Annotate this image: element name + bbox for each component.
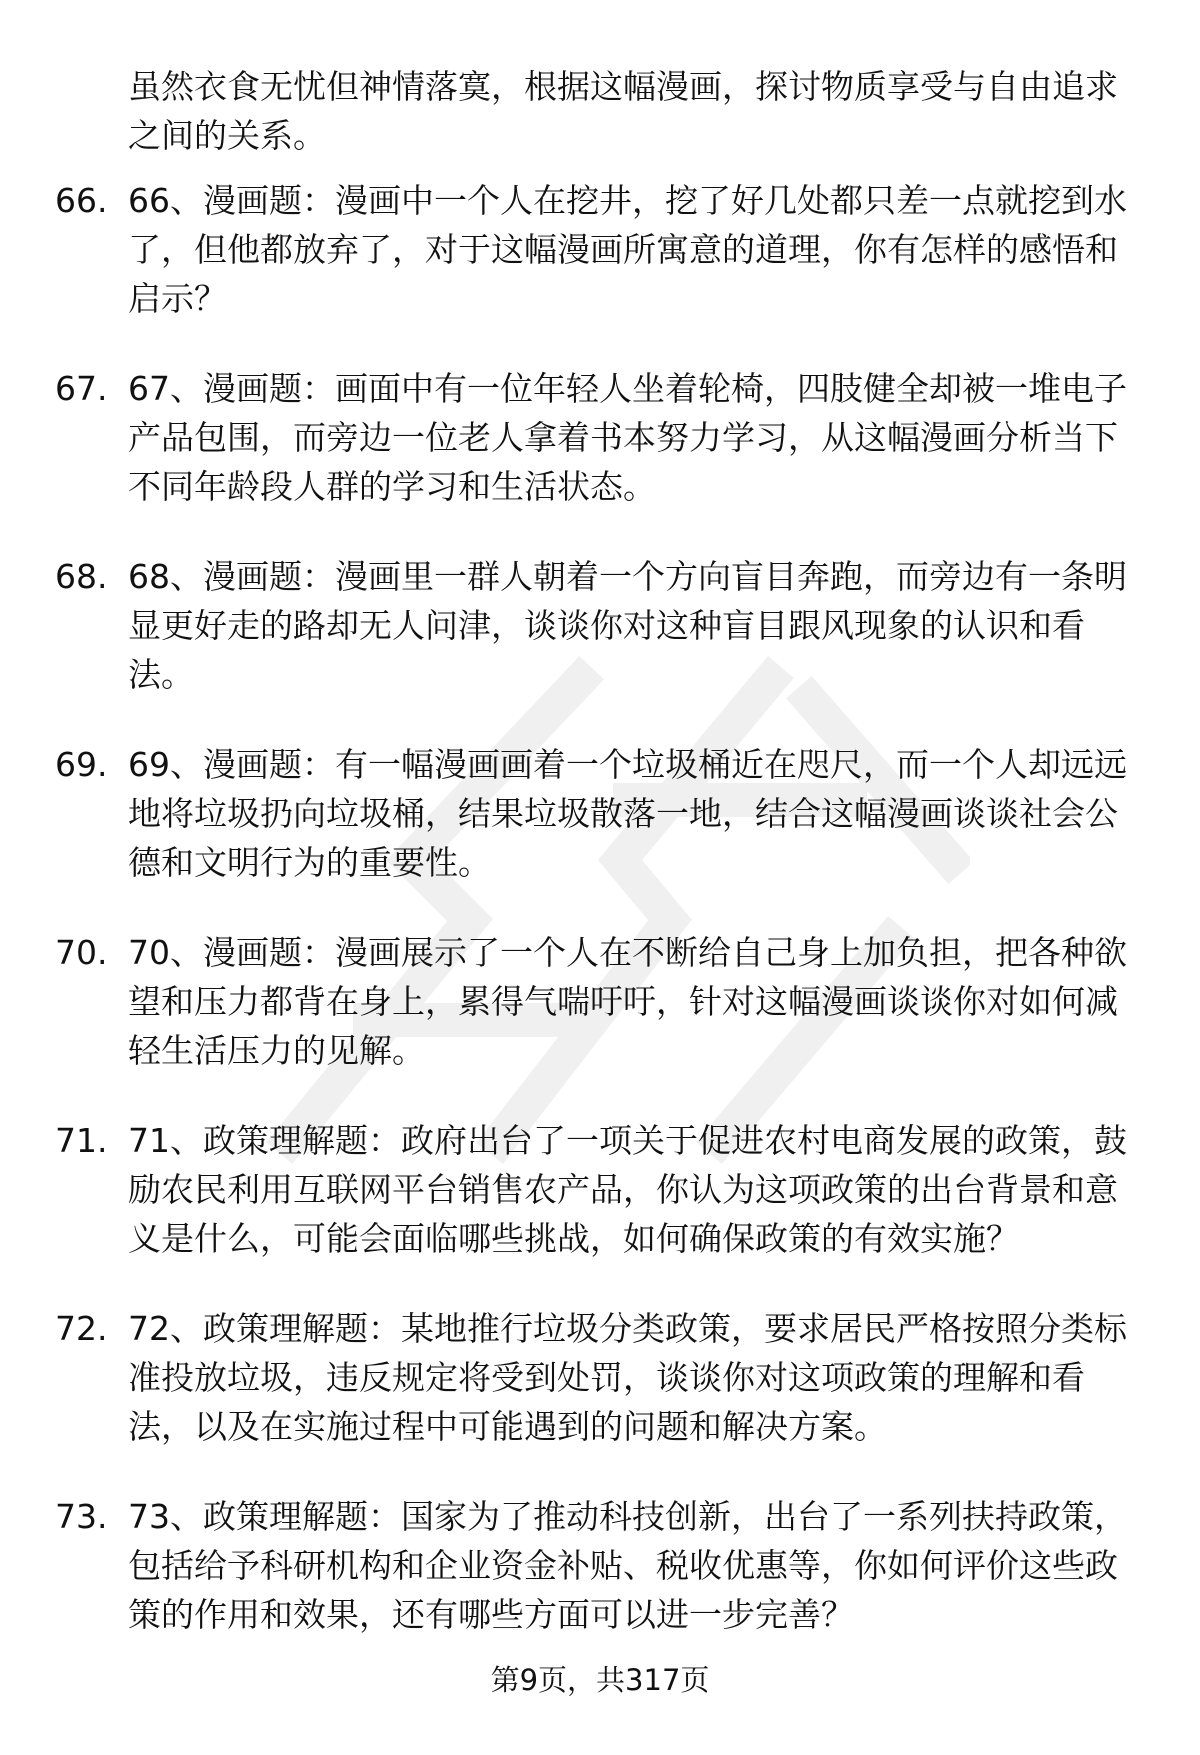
question-number: 67.	[55, 369, 108, 408]
question-text: 68、漫画题：漫画里一群人朝着一个方向盲目奔跑，而旁边有一条明显更好走的路却无人问津，谈谈你对这种盲目跟风现象的认识和看法。	[128, 557, 1127, 694]
question-number: 71.	[55, 1121, 108, 1160]
question-text: 69、漫画题：有一幅漫画画着一个垃圾桶近在咫尺，而一个人却远远地将垃圾扔向垃圾桶，结果垃圾散落一地，结合这幅漫画谈谈社会公德和文明行为的重要性。	[128, 745, 1127, 882]
question-text: 70、漫画题：漫画展示了一个人在不断给自己身上加负担，把各种欲望和压力都背在身上，累得气喘吁吁，针对这幅漫画谈谈你对如何减轻生活压力的见解。	[128, 933, 1127, 1070]
question-text: 71、政策理解题：政府出台了一项关于促进农村电商发展的政策，鼓励农民利用互联网平台销售农产品，你认为这项政策的出台背景和意义是什么，可能会面临哪些挑战，如何确保政策的有效实施？	[128, 1121, 1127, 1258]
question-list	[0, 176, 1200, 1680]
question-number: 73.	[55, 1497, 108, 1536]
page-footer: 第9页，共317页	[490, 1663, 710, 1697]
question-item	[0, 176, 1200, 323]
question-number: 70.	[55, 933, 108, 972]
question-item	[0, 552, 1200, 699]
question-item	[0, 740, 1200, 887]
question-number: 68.	[55, 557, 108, 596]
question-number: 69.	[55, 745, 108, 784]
question-item	[0, 364, 1200, 511]
question-item	[0, 1492, 1200, 1639]
question-text: 73、政策理解题：国家为了推动科技创新，出台了一系列扶持政策，包括给予科研机构和企业资金补贴、税收优惠等，你如何评价这些政策的作用和效果，还有哪些方面可以进一步完善？	[128, 1497, 1127, 1634]
question-number: 66.	[55, 181, 108, 220]
continued-question-text: 虽然衣食无忧但神情落寞，根据这幅漫画，探讨物质享受与自由追求之间的关系。	[128, 67, 1118, 155]
question-text: 72、政策理解题：某地推行垃圾分类政策，要求居民严格按照分类标准投放垃圾，违反规定将受到处罚，谈谈你对这项政策的理解和看法，以及在实施过程中可能遇到的问题和解决方案。	[128, 1309, 1127, 1446]
question-item	[0, 928, 1200, 1075]
question-text: 66、漫画题：漫画中一个人在挖井，挖了好几处都只差一点就挖到水了，但他都放弃了，对于这幅漫画所寓意的道理，你有怎样的感悟和启示？	[128, 181, 1127, 318]
question-text: 67、漫画题：画面中有一位年轻人坐着轮椅，四肢健全却被一堆电子产品包围，而旁边一位老人拿着书本努力学习，从这幅漫画分析当下不同年龄段人群的学习和生活状态。	[128, 369, 1127, 506]
question-item	[0, 1304, 1200, 1451]
question-number: 72.	[55, 1309, 108, 1348]
question-item	[0, 1116, 1200, 1263]
